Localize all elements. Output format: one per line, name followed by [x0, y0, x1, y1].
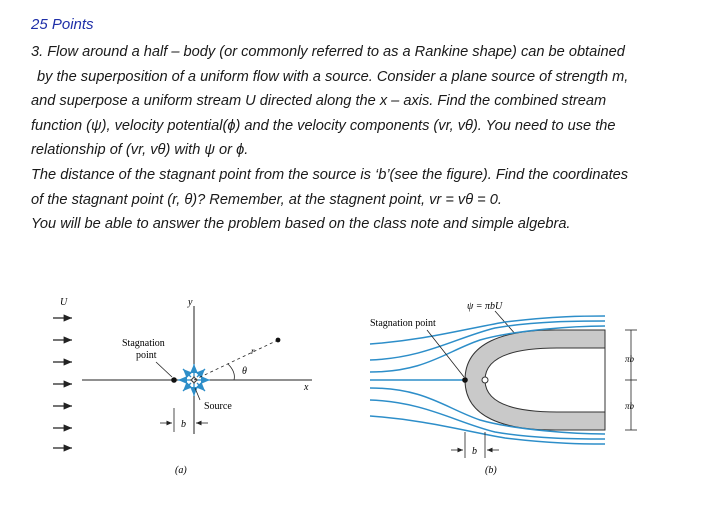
- problem-line-6: The distance of the stagnant point from the source is ‘b’(see the figure). Find the coordinates: [31, 166, 629, 183]
- theta-arc: [228, 364, 234, 380]
- problem-line-4: function (ψ), velocity potential(ϕ) and the velocity components (vr, vθ). You need to use the: [31, 117, 616, 134]
- problem-line-7: of the stagnant point (r, θ)? Remember, at the stagnent point, vr = vθ = 0.: [31, 191, 502, 208]
- caption-a: (a): [175, 465, 187, 476]
- pib-bottom-label: πb: [625, 401, 635, 411]
- problem-line-8: You will be able to answer the problem based on the class note and simple algebra.: [31, 216, 571, 233]
- stagnation-point: [171, 377, 177, 383]
- problem-line-5: relationship of (vr, vθ) with ψ or ϕ.: [31, 142, 249, 159]
- figure-a: [50, 292, 350, 482]
- uniform-flow-arrows: [53, 318, 72, 448]
- points-label: 25 Points: [31, 16, 94, 33]
- caption-b: (b): [485, 465, 497, 476]
- b-label-b: b: [472, 446, 477, 457]
- source-label: Source: [204, 401, 232, 412]
- problem-line-2: by the superposition of a uniform flow with a source. Consider a plane source of strength m,: [37, 68, 629, 85]
- pib-top-label: πb: [625, 354, 635, 364]
- stagnation-leader-a: [156, 362, 172, 377]
- problem-line-1: 3. Flow around a half – body (or commonly referred to as a Rankine shape) can be obtained: [31, 44, 625, 60]
- source-point-b: [482, 377, 488, 383]
- field-point: [276, 338, 281, 343]
- x-label: x: [304, 382, 309, 393]
- stagnation-label-a1: Stagnation: [122, 338, 165, 349]
- problem-statement: [31, 40, 721, 237]
- theta-label: θ: [242, 366, 247, 377]
- half-body-inner: [485, 348, 605, 412]
- stagnation-label-a2: point: [136, 350, 157, 361]
- figure-b: [365, 292, 695, 482]
- y-label: y: [188, 297, 193, 308]
- stagnation-point-b: [462, 377, 468, 383]
- r-label: r: [251, 346, 255, 356]
- psi-label: ψ = πbU: [467, 301, 503, 312]
- problem-line-3: and superpose a uniform stream U directed along the x – axis. Find the combined stream: [31, 93, 607, 110]
- stagnation-label-b: Stagnation point: [370, 318, 436, 329]
- b-label-a: b: [181, 419, 186, 430]
- u-label: U: [60, 297, 68, 308]
- stagnation-leader-b: [427, 330, 464, 377]
- source-leader: [195, 388, 200, 400]
- radius-line: [194, 340, 278, 380]
